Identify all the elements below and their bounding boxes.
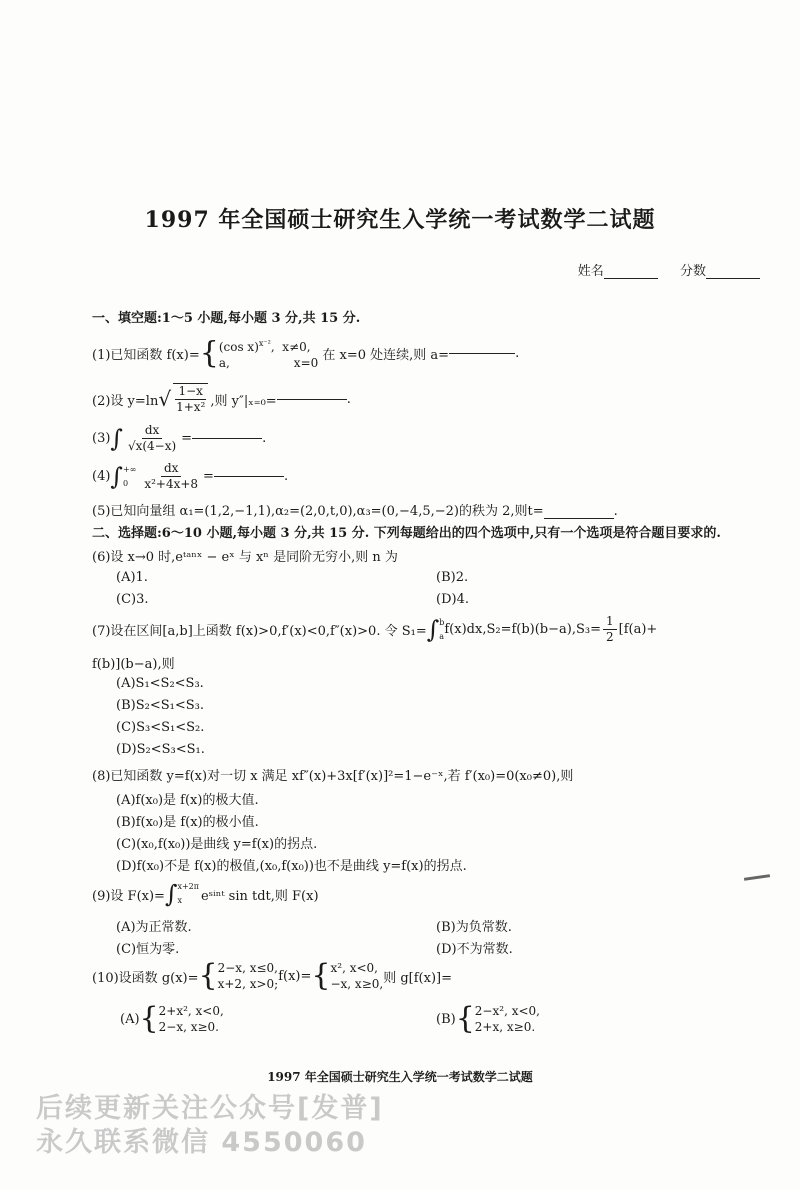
question-1: (1)已知函数 f(x)={ (cos x)$^{x^{-2}}$, x≠0, a, x=0 在 x=0 处连续,则 a= .	[92, 335, 520, 371]
question-2: (2)设 y=ln√ $\frac{1-x}{\text{1+x²}}$ ,则 y″|ₓ₌₀= .	[92, 384, 351, 414]
q3-fraction: $\frac{dx}{√x(4-x)}$	[127, 423, 177, 453]
q8-option-a: (A)f(x₀)是 f(x)的极大值.	[116, 793, 259, 808]
section1-heading: 一、填空题:1～5 小题,每小题 3 分,共 15 分.	[92, 311, 361, 326]
q6-option-b: (B)2.	[436, 570, 469, 585]
q8-option-d: (D)f(x₀)不是 f(x)的极值,(x₀,f(x₀))也不是曲线 y=f(x)的拐点.	[116, 859, 467, 874]
answer-blank	[544, 518, 614, 519]
brace-icon: {	[198, 958, 218, 993]
brace-icon: {	[455, 1001, 475, 1036]
q9-option-c: (C)恒为零.	[116, 942, 180, 957]
answer-blank	[277, 399, 347, 400]
q1-cases: (cos x)$^{x^{-2}}$, x≠0, a, x=0	[218, 339, 319, 370]
q6-option-a: (A)1.	[116, 570, 148, 585]
question-8: (8)已知函数 y=f(x)对一切 x 满足 xf″(x)+3x[f′(x)]²=1−e⁻ˣ,若 f′(x₀)=0(x₀≠0),则	[92, 769, 574, 784]
half-fraction: $\frac{1}{2}$	[603, 614, 617, 645]
integral-icon: ∫	[110, 424, 123, 453]
sqrt-icon: √	[158, 387, 172, 411]
score-blank	[706, 278, 760, 279]
question-6: (6)设 x→0 时,eᵗᵃⁿˣ − eˣ 与 xⁿ 是同阶无穷小,则 n 为	[92, 550, 398, 565]
brace-icon: {	[311, 958, 331, 993]
integral-icon: ∫	[110, 462, 123, 491]
answer-blank	[214, 476, 284, 477]
question-5: (5)已知向量组 α₁=(1,2,−1,1),α₂=(2,0,t,0),α₃=(0,−4,5,−2)的秩为 2,则t= .	[92, 504, 618, 519]
name-label: 姓名	[577, 264, 604, 279]
q8-option-b: (B)f(x₀)是 f(x)的极小值.	[116, 815, 259, 830]
q6-option-c: (C)3.	[116, 592, 149, 607]
q9-option-b: (B)为负常数.	[436, 920, 512, 935]
brace-icon: {	[139, 1001, 159, 1036]
watermark-line1: 后续更新关注公众号[发普]	[36, 1093, 384, 1124]
q10-option-b: (B){ 2−x², x<0, 2+x, x≥0.	[436, 1001, 540, 1036]
scan-mark	[744, 874, 770, 881]
answer-blank	[192, 438, 262, 439]
q10-option-a: (A){ 2+x², x<0, 2−x, x≥0.	[120, 1001, 224, 1036]
question-9: (9)设 F(x)=∫ x+2π x eˢⁱⁿᵗ sin tdt,则 F(x)	[92, 880, 319, 908]
q7-option-b: (B)S₂<S₁<S₃.	[116, 698, 204, 713]
page-title: 1997 年全国硕士研究生入学统一考试数学二试题	[144, 207, 656, 233]
q9-option-a: (A)为正常数.	[116, 920, 192, 935]
q8-option-c: (C)(x₀,f(x₀))是曲线 y=f(x)的拐点.	[116, 837, 318, 852]
name-score-bar	[578, 260, 760, 279]
q7-option-c: (C)S₃<S₁<S₂.	[116, 720, 205, 735]
question-7-line2: f(b)](b−a),则	[92, 657, 175, 672]
score-label: 分数	[679, 264, 706, 279]
question-7: (7)设在区间[a,b]上函数 f(x)>0,f′(x)<0,f″(x)>0. 令 S₁=∫ b a f(x)dx,S₂=f(b)(b−a),S₃= $\frac{1}{2}$ [f(a)+	[92, 614, 658, 644]
integral-icon: ∫	[426, 615, 440, 644]
question-10: (10)设函数 g(x)={ 2−x, x≤0, x+2, x>0; f(x)={ x², x<0, −x, x≥0, 则 g[f(x)]=	[92, 958, 452, 993]
question-3: (3)∫ $\frac{dx}{√x(4-x)}$ = .	[92, 423, 267, 453]
watermark-line2: 永久联系微信 4550060	[36, 1127, 367, 1158]
q9-option-d: (D)不为常数.	[436, 942, 513, 957]
name-blank	[604, 278, 658, 279]
integral-icon: ∫	[164, 880, 178, 908]
q6-option-d: (D)4.	[436, 592, 469, 607]
q7-option-d: (D)S₂<S₃<S₁.	[116, 742, 205, 757]
section2-heading: 二、选择题:6～10 小题,每小题 3 分,共 15 分. 下列每题给出的四个选项中,只有一个选项是符合题目要求的.	[92, 526, 721, 541]
q4-fraction: $\frac{dx}{\text{x²+4x+8}}$	[144, 461, 199, 491]
brace-icon: {	[199, 335, 219, 371]
q7-option-a: (A)S₁<S₂<S₃.	[116, 676, 204, 691]
q2-fraction: $\frac{1-x}{\text{1+x²}}$	[173, 383, 208, 415]
answer-blank	[449, 353, 515, 354]
question-4: (4)∫ +∞ 0 $\frac{dx}{\text{x²+4x+8}}$ = .	[92, 461, 289, 491]
page-footer: 1997 年全国硕士研究生入学统一考试数学二试题	[267, 1070, 533, 1084]
